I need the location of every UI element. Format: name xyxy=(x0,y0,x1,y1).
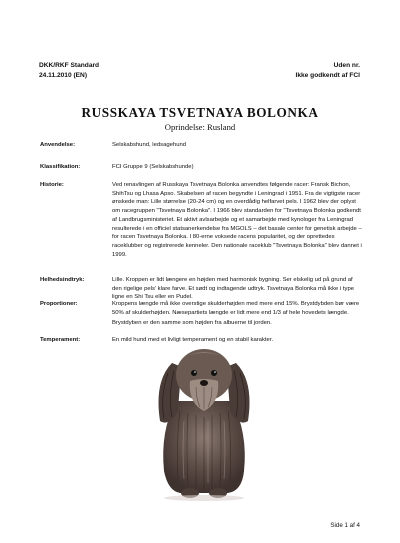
section-label: Anvendelse: xyxy=(40,142,76,148)
fci-status: Ikke godkendt af FCI xyxy=(295,71,360,79)
standard-name: DKK/RKF Standard xyxy=(39,62,100,69)
standard-date: 24.11.2010 (EN) xyxy=(39,71,88,79)
page-number: Side 1 af 4 xyxy=(330,522,360,529)
section-text: Ved renavlingen af Russkaya Tsvetnaya Bolonka anvendtes følgende racer: Fransk Bichon, ShihTsu og Lhasa Apso. Skabelsen af racen begyndte i Leningrad i 1951. Fra de vigtigste racer ønskede man: Lille størrelse (20-24 cm) og en overdådig helfarvet pels. I 1962 blev der oplyst om racegruppen "Tsvetnaya Bolonka". I 1966 blev standarden for "Tsvetnaya Bolonka godkendt af Landbrugsministeriet. Et aktivt avlsarbejde og et samarbejde med kynologer fra Leningrad resulterede i en officiel statsanerkendelse fra MGOLS – det basale center for genetisk arbejde – for racen Tsvetnaya Bolonka. I 80-erne voksede racens popularitet, og der oprettedes raceklubber og registrerede kenneler. Den nationale raceklub "Tsvetnaya Bolonka" blev dannet i 1999. xyxy=(112,182,362,258)
section-label: Temperament: xyxy=(40,337,81,343)
standard-number: Uden nr. xyxy=(333,62,360,69)
section-label: Proportioner: xyxy=(40,301,78,307)
section-label: Helhedsindtryk: xyxy=(40,277,85,283)
section-text: FCI Gruppe 9 (Selskabshunde) xyxy=(112,164,194,170)
page-subtitle: Oprindelse: Rusland xyxy=(164,122,236,132)
section-text: Selskabshund, ledsagehund xyxy=(112,142,187,148)
section-text: En mild hund med et livligt temperament og en stabil karakter. xyxy=(112,337,274,343)
dog-illustration-icon xyxy=(146,341,262,501)
standard-info xyxy=(39,61,99,80)
section-text: Lille. Kroppen er lidt længere en højden med harmonisk bygning. Ser elskelig ud på grund af den rigelige pels' klare farve. Et sødt og indtagende udtryk. Tsvetnaya Bolonka må ikke i type ligne en Shi Tsu eller en Pudel. xyxy=(112,277,355,301)
section-text-block xyxy=(112,300,362,330)
section-text-2: Brystdyben er den samme som højden fra albuerne til jorden. xyxy=(112,320,272,327)
header-right xyxy=(296,61,360,80)
section-label: Klassifikation: xyxy=(40,164,81,170)
page-title: RUSSKAYA TSVETNAYA BOLONKA xyxy=(81,105,319,120)
section-label: Historie: xyxy=(40,182,64,188)
section-text: Kroppens længde må ikke overstige skulderhøjden med mere end 15%. Brystdybden bør være 50% af skulderhøjden. Næsepartiets længde er lidt mere end 1/3 af hele hovedets længde. xyxy=(112,301,360,316)
